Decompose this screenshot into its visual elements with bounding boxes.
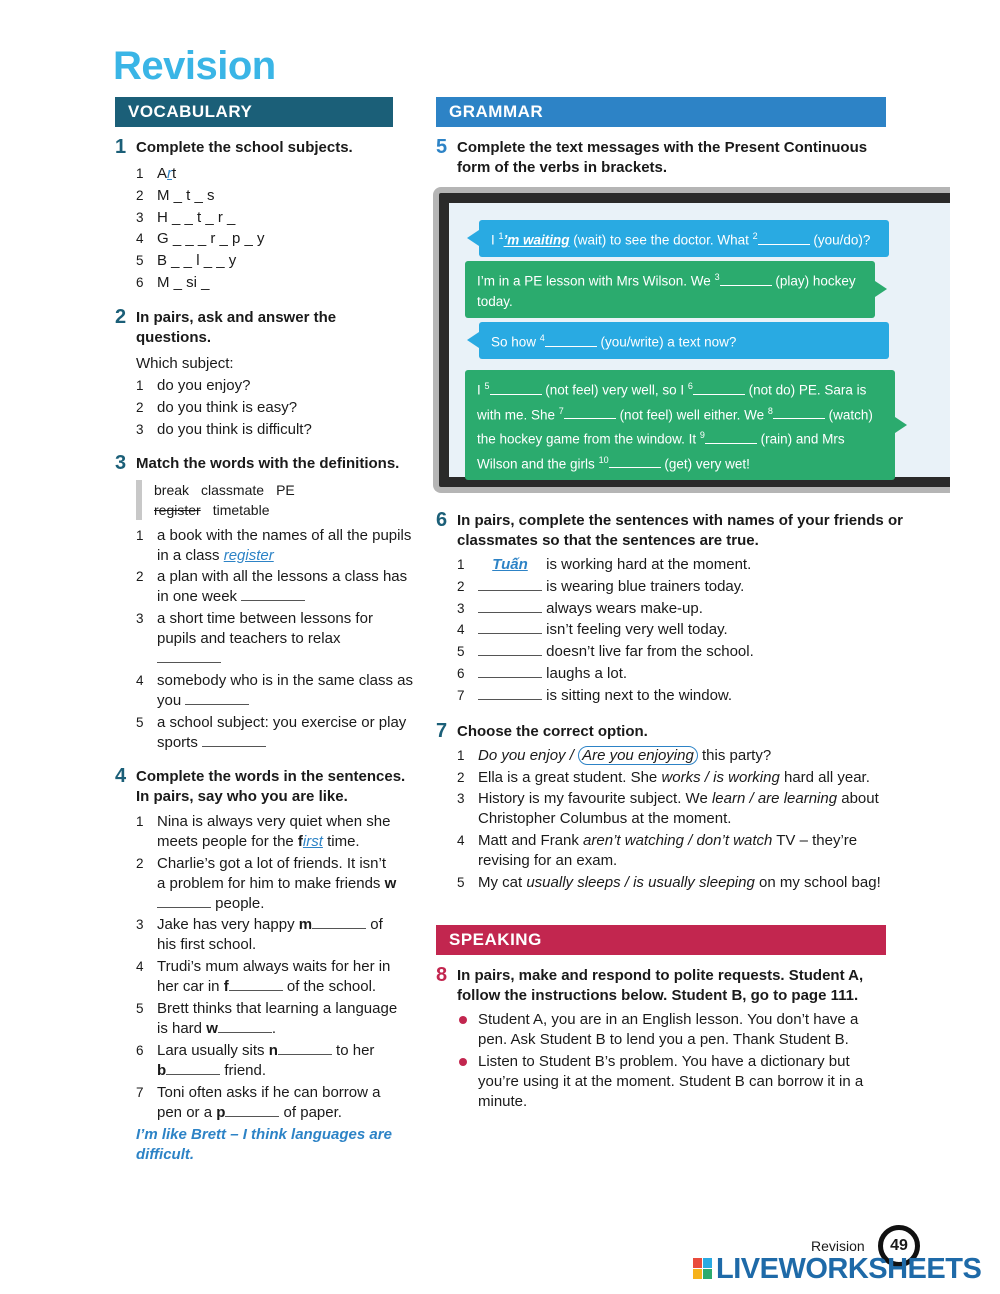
answer-blank[interactable] <box>478 621 542 634</box>
list-item: 2 do you think is easy? <box>136 398 298 416</box>
exercise-7 <box>436 719 906 893</box>
option[interactable]: aren’t watching <box>583 832 684 850</box>
list-item: 1 a book with the names of all the pupils in a class register <box>136 526 412 564</box>
answer-field[interactable]: r <box>167 165 173 182</box>
right-column <box>436 138 906 178</box>
answer-blank[interactable] <box>609 456 661 468</box>
phone-screen <box>449 203 950 477</box>
exercise-number: 1 <box>115 136 127 158</box>
exercise-1 <box>115 138 415 293</box>
option[interactable]: is usually sleeping <box>633 873 755 891</box>
list-item[interactable]: 3 H _ _ t _ r _ <box>136 208 236 226</box>
speaking-header: SPEAKING <box>436 925 886 955</box>
answer-blank[interactable] <box>478 643 542 656</box>
list-item: 4 isn’t feeling very well today. <box>457 621 728 639</box>
list-item: 5 doesn’t live far from the school. <box>457 643 754 661</box>
answer-blank[interactable] <box>166 1062 220 1075</box>
exercise-instruction: Complete the school subjects. <box>136 139 353 156</box>
option[interactable]: is working <box>713 768 780 786</box>
answer-blank[interactable] <box>278 1042 332 1055</box>
answer-blank[interactable] <box>241 588 305 601</box>
answer-field[interactable]: ’m waiting <box>503 232 570 248</box>
vocabulary-header: VOCABULARY <box>115 97 393 127</box>
list-item: 7 Toni often asks if he can borrow a pen or a p of paper. <box>136 1083 381 1121</box>
list-item[interactable]: 4 G _ _ _ r _ p _ y <box>136 230 265 248</box>
word: classmate <box>201 481 265 498</box>
exercise-number: 5 <box>436 136 448 158</box>
exercise-number: 8 <box>436 964 448 986</box>
exercise-instruction: Complete the words in the sentences. In pairs, say who you are like. <box>136 767 406 805</box>
exercise-instruction: In pairs, ask and answer the questions. <box>136 308 337 346</box>
option[interactable]: Do you enjoy <box>478 746 566 764</box>
list-item: 2 Ella is a great student. She works / is working hard all year. <box>457 768 870 786</box>
answer-blank[interactable] <box>312 916 366 929</box>
list-item: 1 Art <box>136 165 177 182</box>
exercise-4 <box>115 764 415 1165</box>
list-item: 2 Charlie’s got a lot of friends. It isn’t a problem for him to make friends w people. <box>136 854 397 912</box>
answer-field[interactable]: register <box>223 546 274 564</box>
answer-blank[interactable] <box>720 274 772 286</box>
bullet-item: Student A, you are in an English lesson. You don’t have a pen. Ask Student B to lend you a pen. Thank Student B. <box>457 1010 867 1050</box>
message-bubble: So how $^4$ (you/write) a text now? <box>479 322 889 359</box>
word-box <box>136 480 326 520</box>
list-item[interactable]: 2 M _ t _ s <box>136 186 215 204</box>
answer-blank[interactable] <box>185 692 249 705</box>
exercise-number: 2 <box>115 305 127 328</box>
grammar-header: GRAMMAR <box>436 97 886 127</box>
list-item: 5 Brett thinks that learning a language is hard w . <box>136 999 398 1037</box>
list-item: 2 is wearing blue trainers today. <box>457 577 745 595</box>
exercise-2 <box>115 305 415 440</box>
option[interactable]: are learning <box>757 790 838 808</box>
answer-blank[interactable] <box>157 895 211 908</box>
list-item: 3 always wears make-up. <box>457 599 703 617</box>
list-item: 1 Nina is always very quiet when she meets people for the first time. <box>136 812 391 850</box>
phone-frame <box>433 187 950 493</box>
footer-label: Revision <box>811 1238 865 1254</box>
answer-blank[interactable] <box>773 407 825 419</box>
answer-blank[interactable] <box>705 432 757 444</box>
list-item: 3 Jake has very happy m of his first school. <box>136 916 383 954</box>
message-bubble: I $^1$’m waiting (wait) to see the doctor. What $^2$ (you/do)? <box>479 220 889 257</box>
example-answer: I’m like Brett – I think languages are difficult. <box>136 1125 392 1163</box>
answer-blank[interactable] <box>758 233 810 245</box>
exercise-5 <box>436 138 906 178</box>
exercise-number: 6 <box>436 509 448 531</box>
list-item: 2 a plan with all the lessons a class has in one week <box>136 568 408 606</box>
list-item: 3 History is my favourite subject. We learn / are learning about Christopher Columbus at the moment. <box>457 790 879 828</box>
option-selected[interactable]: Are you enjoying <box>578 746 698 765</box>
option[interactable]: don’t watch <box>696 832 773 850</box>
page-title: Revision <box>113 44 276 88</box>
answer-blank[interactable] <box>478 600 542 613</box>
exercise-instruction: In pairs, make and respond to polite requests. Student A, follow the instructions below. Student B, go to page 111. <box>457 967 864 1004</box>
word: timetable <box>212 501 270 518</box>
answer-blank[interactable] <box>564 407 616 419</box>
answer-blank[interactable] <box>545 335 597 347</box>
list-item: 1 do you enjoy? <box>136 376 251 394</box>
answer-blank[interactable] <box>157 650 221 663</box>
message-bubble: I $^5$ (not feel) very well, so I $^6$ (not do) PE. Sara is with me. She $^7$ (not feel) well either. We $^8$ (watch) the hockey game from the window. It $^9$ (rain) and Mrs Wilson and the girls $^{10}$ (get) very wet! <box>465 370 895 480</box>
option[interactable]: learn <box>711 790 746 808</box>
exercise-instruction: Choose the correct option. <box>457 722 648 740</box>
list-item: 1 Tuấn is working hard at the moment. <box>457 556 752 573</box>
page-number: 49 <box>878 1225 920 1267</box>
answer-field[interactable]: irst <box>302 832 323 850</box>
message-bubble: I’m in a PE lesson with Mrs Wilson. We $^3$ (play) hockey today. <box>465 261 875 318</box>
list-item: 5 a school subject: you exercise or play sports <box>136 713 407 751</box>
answer-blank[interactable] <box>225 1104 279 1117</box>
lead-text: Which subject: <box>136 354 234 372</box>
exercise-number: 7 <box>436 719 448 742</box>
list-item: 3 do you think is difficult? <box>136 420 312 438</box>
answer-blank[interactable] <box>229 978 283 991</box>
list-item: 1 Do you enjoy / Are you enjoying this party? <box>457 746 772 764</box>
list-item: 4 Matt and Frank aren’t watching / don’t watch TV – they’re revising for an exam. <box>457 832 858 870</box>
exercise-6 <box>436 511 906 706</box>
exercise-8 <box>436 966 886 1112</box>
speaking-column <box>436 966 886 1114</box>
option[interactable]: works <box>661 768 701 786</box>
answer-blank[interactable] <box>478 665 542 678</box>
list-item[interactable]: 5 B _ _ l _ _ y <box>136 252 237 270</box>
list-item[interactable]: 6 M _ si _ <box>136 273 210 291</box>
exercise-number: 4 <box>115 764 127 787</box>
left-column <box>115 138 415 1165</box>
exercise-instruction: In pairs, complete the sentences with names of your friends or classmates so that the sentences are true. <box>457 512 903 549</box>
answer-blank[interactable] <box>693 383 745 395</box>
brand-name: LIVEWORKSHEETS <box>716 1253 982 1285</box>
list-item: 6 laughs a lot. <box>457 664 628 682</box>
word: PE <box>276 481 295 498</box>
bullet-item: Listen to Student B’s problem. You have a dictionary but you’re using it at the moment. Student B can borrow it in a minute. <box>457 1052 867 1112</box>
answer-blank[interactable] <box>478 687 542 700</box>
list-item: 6 Lara usually sits n to her b friend. <box>136 1041 375 1079</box>
exercise-instruction: Match the words with the definitions. <box>136 454 400 472</box>
word-used: register <box>154 501 201 518</box>
exercise-3 <box>115 451 415 753</box>
exercise-instruction: Complete the text messages with the Present Continuous form of the verbs in brackets. <box>457 139 868 176</box>
answer-blank[interactable] <box>490 383 542 395</box>
liveworksheets-logo-icon <box>693 1258 713 1280</box>
answer-blank[interactable] <box>478 578 542 591</box>
list-item: 7 is sitting next to the window. <box>457 686 733 704</box>
word: break <box>154 481 190 498</box>
exercise-number: 3 <box>115 451 127 474</box>
option[interactable]: usually sleeps <box>526 873 621 891</box>
list-item: 4 Trudi’s mum always waits for her in her car in f of the school. <box>136 958 391 996</box>
right-column-lower <box>436 511 906 895</box>
answer-field[interactable]: Tuấn <box>492 556 528 573</box>
answer-blank[interactable] <box>218 1020 272 1033</box>
list-item: 3 a short time between lessons for pupils and teachers to relax <box>136 609 415 669</box>
list-item: 5 My cat usually sleeps / is usually sleeping on my school bag! <box>457 873 881 891</box>
answer-blank[interactable] <box>202 734 266 747</box>
list-item: 4 somebody who is in the same class as you <box>136 671 413 709</box>
